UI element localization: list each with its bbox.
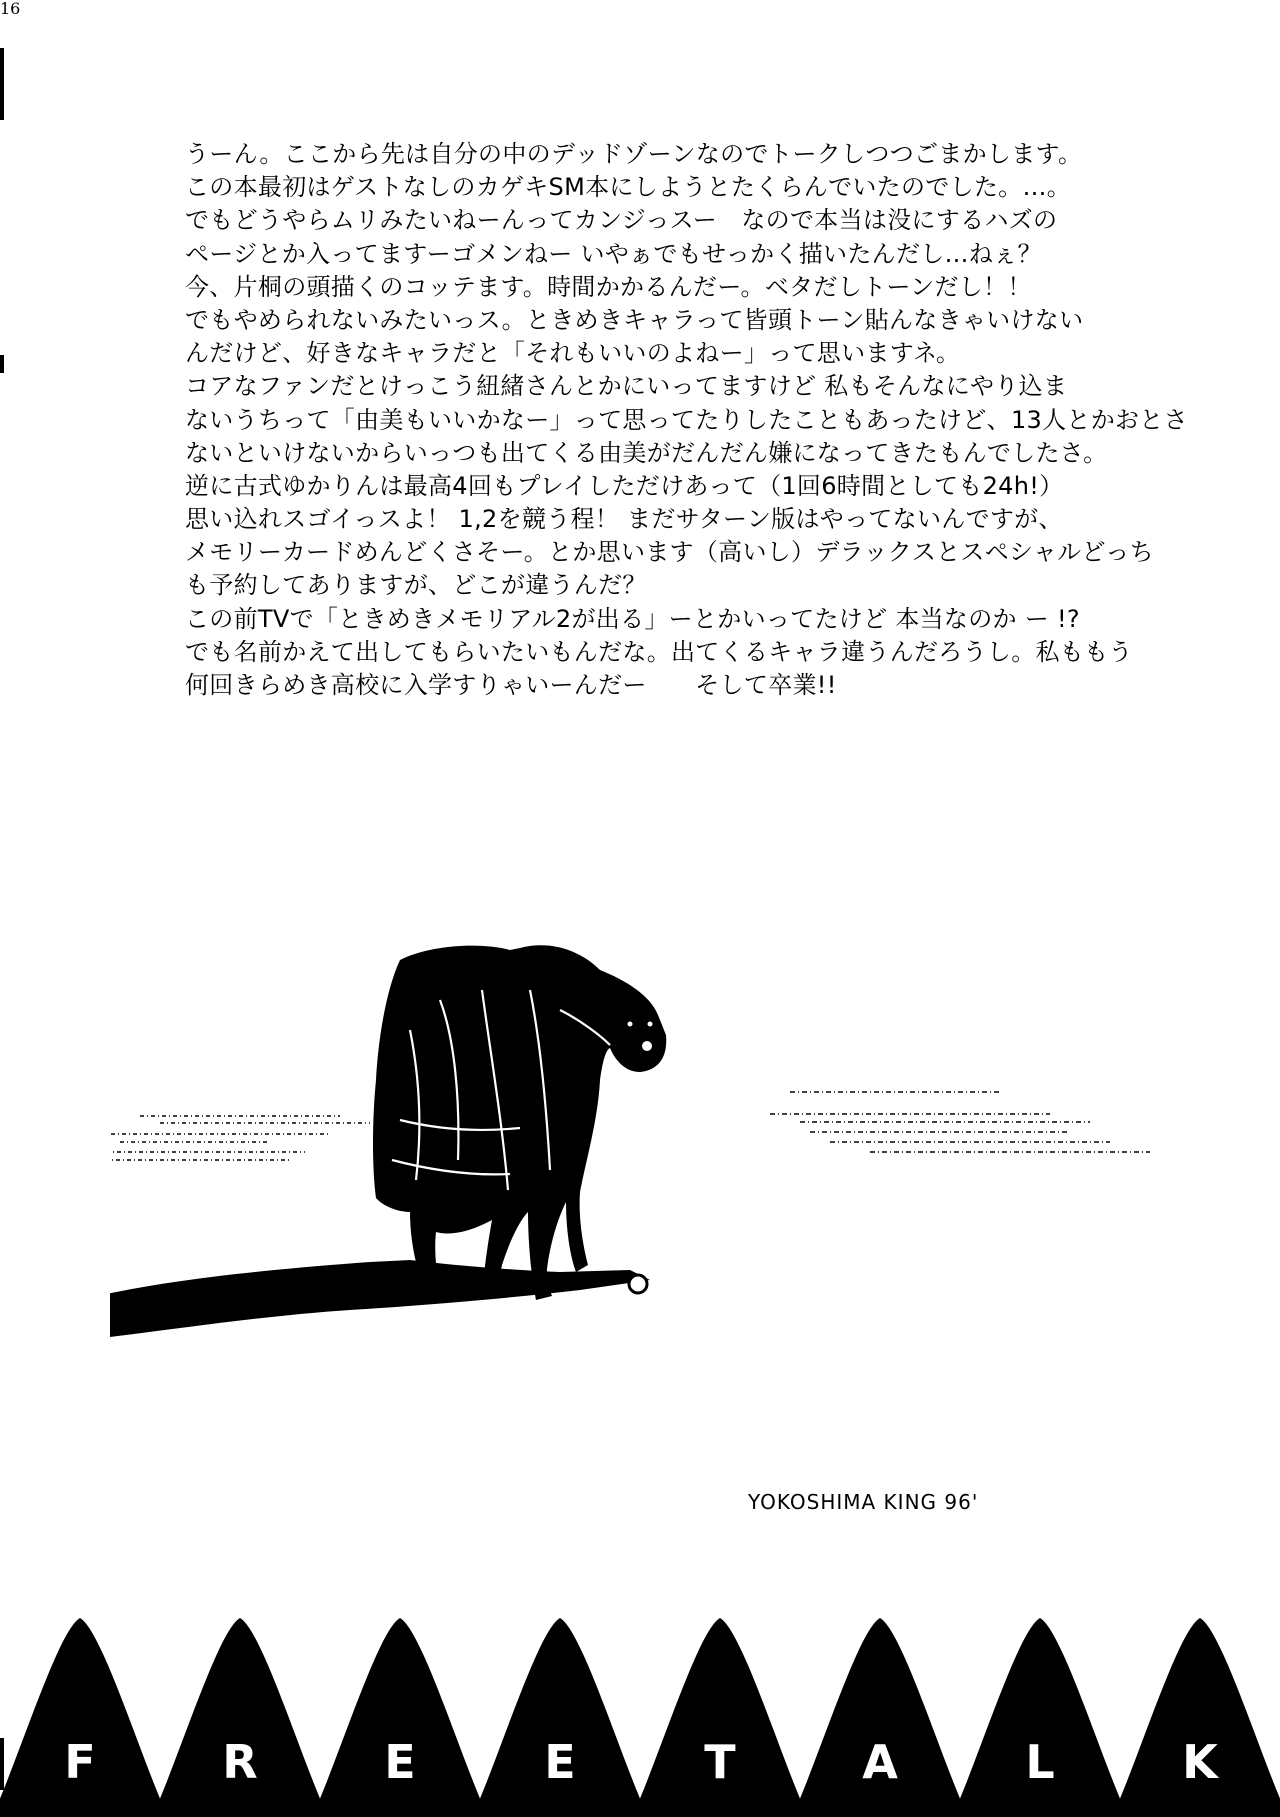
banner-letter: R [222, 1735, 258, 1789]
talk-line: 逆に古式ゆかりんは最高4回もプレイしただけあって（1回6時間としても24h!） [185, 471, 1064, 500]
talk-line: でもやめられないみたいっス。ときめきキャラって皆頭トーン貼んなきゃいけない [185, 305, 1084, 334]
edge-mark [0, 48, 4, 120]
talk-line: んだけど、好きなキャラだと「それもいいのよねー」って思いますネ。 [185, 339, 961, 368]
artist-signature: YOKOSHIMA KING 96' [748, 1490, 979, 1514]
banner-letter: T [704, 1735, 736, 1789]
banner-letter: A [862, 1735, 898, 1789]
talk-line: 今、片桐の頭描くのコッテます。時間かかるんだー。ベタだしトーンだし！！ [185, 272, 1032, 301]
banner-cone [472, 1618, 648, 1817]
dog-illustration [110, 920, 1180, 1460]
talk-line: 思い込れスゴイっスよ！ 1,2を競う程！ まだサターン版はやってないんですが、 [185, 505, 1063, 534]
banner-letter: L [1025, 1735, 1055, 1789]
banner-cone [312, 1618, 488, 1817]
page-number: 16 [0, 0, 21, 18]
talk-line: この前TVで「ときめきメモリアル2が出る」ーとかいってたけど 本当なのか ー !? [185, 604, 1080, 633]
edge-mark [0, 355, 4, 373]
banner-cone [0, 1618, 168, 1817]
banner-cone [632, 1618, 808, 1817]
talk-line: ページとか入ってますーゴメンねー いやぁでもせっかく描いたんだし…ねぇ？ [185, 239, 1042, 268]
talk-line: ないうちって「由美もいいかなー」って思ってたりしたこともあったけど、13人とかおとさ [185, 405, 1188, 434]
free-talk-text [185, 138, 1188, 702]
talk-line: でも名前かえて出してもらいたいもんだな。出てくるキャラ違うんだろうし。私ももう [185, 637, 1133, 666]
talk-line: この本最初はゲストなしのカゲキSM本にしようとたくらんでいたのでした。…。 [185, 173, 1072, 202]
banner-letter: K [1182, 1735, 1218, 1789]
banner-letter: F [64, 1735, 96, 1789]
talk-line: 何回きらめき高校に入学すりゃいーんだー そして卒業!! [185, 671, 837, 699]
banner-cone [952, 1618, 1128, 1817]
banner-letter: E [384, 1735, 416, 1789]
talk-line: ないといけないからいっつも出てくる由美がだんだん嫌になってきたもんでしたさ。 [185, 438, 1108, 467]
banner-letter: E [544, 1735, 576, 1789]
talk-line: うーん。ここから先は自分の中のデッドゾーンなのでトークしつつごまかします。 [185, 140, 1083, 168]
talk-line: も予約してありますが、どこが違うんだ？ [185, 571, 647, 600]
free-talk-banner [0, 1610, 1280, 1817]
banner-cone [1112, 1618, 1280, 1817]
talk-line: でもどうやらムリみたいねーんってカンジっスー なので本当は没にするハズの [185, 206, 1058, 235]
banner-cone [152, 1618, 328, 1817]
talk-line: コアなファンだとけっこう紐緒さんとかにいってますけど 私もそんなにやり込ま [185, 372, 1068, 401]
banner-cone [792, 1618, 968, 1817]
talk-line: メモリーカードめんどくさそー。とか思います（高いし）デラックスとスペシャルどっち [185, 538, 1154, 567]
